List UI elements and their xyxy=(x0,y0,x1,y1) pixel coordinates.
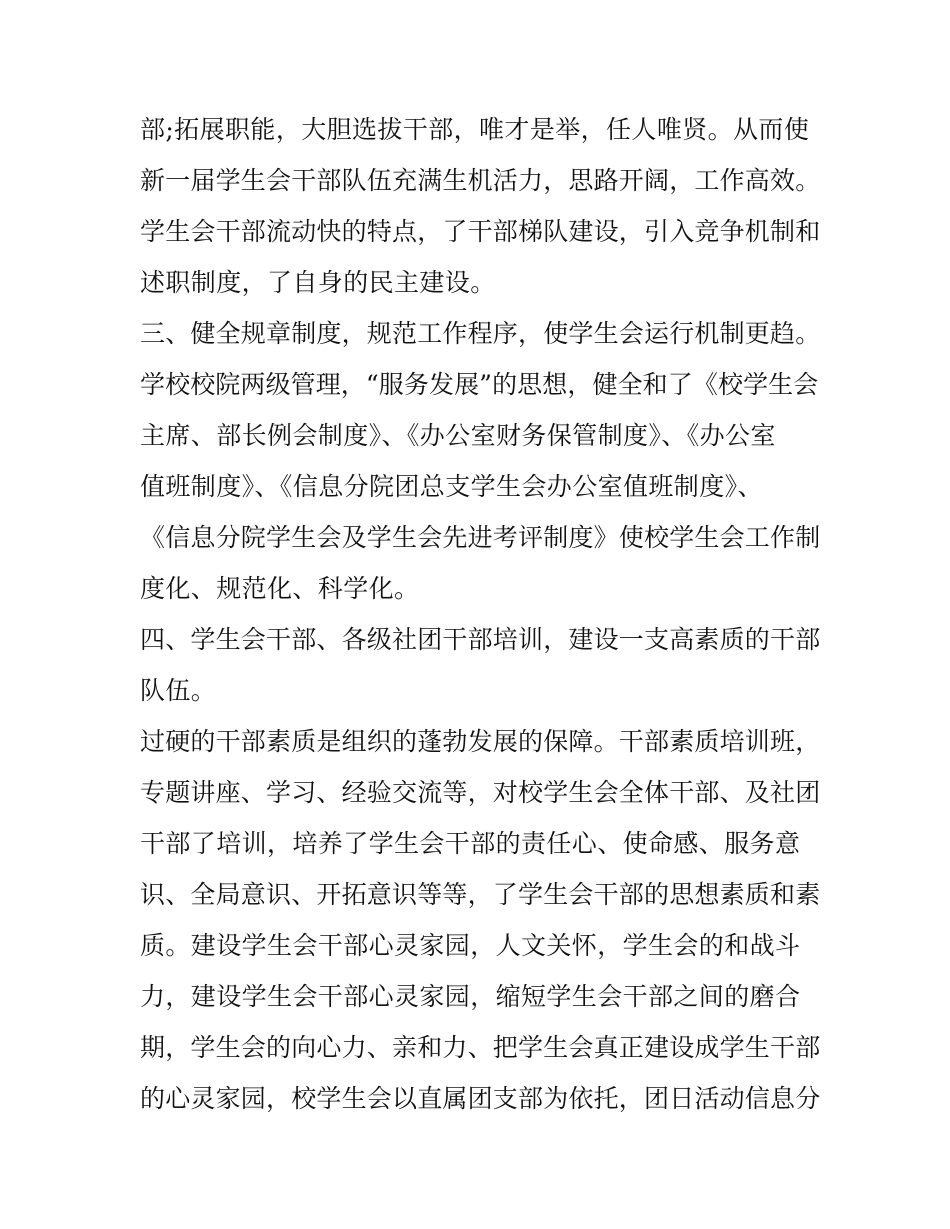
text-line: 干部了培训，培养了学生会干部的责任心、使命感、服务意 xyxy=(140,829,801,858)
text-line: 度化、规范化、科学化。 xyxy=(140,574,420,603)
text-line: 学校校院两级管理，“服务发展”的思想，健全和了《校学生会 xyxy=(140,370,819,399)
text-line: 力，建设学生会干部心灵家园，缩短学生会干部之间的磨合 xyxy=(140,982,801,1011)
text-line: 过硬的干部素质是组织的蓬勃发展的保障。干部素质培训班， xyxy=(140,727,821,756)
text-line: 的心灵家园，校学生会以直属团支部为依托，团日活动信息分 xyxy=(140,1084,821,1113)
text-line: 期，学生会的向心力、亲和力、把学生会真正建设成学生干部 xyxy=(140,1033,821,1062)
section-heading-three: 三、健全规章制度，规范工作程序，使学生会运行机制更趋。 xyxy=(140,319,821,348)
text-line: 部;拓展职能，大胆选拔干部，唯才是举，任人唯贤。从而使 xyxy=(140,115,810,144)
text-line: 队伍。 xyxy=(140,676,217,705)
text-line: 主席、部长例会制度》、《办公室财务保管制度》、《办公室 xyxy=(140,421,776,450)
text-line: 质。建设学生会干部心灵家园，人文关怀，学生会的和战斗 xyxy=(140,931,801,960)
text-line: 学生会干部流动快的特点，了干部梯队建设，引入竞争机制和 xyxy=(140,217,821,246)
text-line: 值班制度》、《信息分院团总支学生会办公室值班制度》、 xyxy=(140,472,763,501)
text-line: 识、全局意识、开拓意识等等，了学生会干部的思想素质和素 xyxy=(140,880,821,909)
text-line: 述职制度，了自身的民主建设。 xyxy=(140,268,496,297)
text-line: 《信息分院学生会及学生会先进考评制度》使校学生会工作制 xyxy=(140,523,821,552)
text-line: 新一届学生会干部队伍充满生机活力，思路开阔，工作高效。 xyxy=(140,166,821,195)
section-heading-four: 四、学生会干部、各级社团干部培训，建设一支高素质的干部 xyxy=(140,625,821,654)
text-line: 专题讲座、学习、经验交流等，对校学生会全体干部、及社团 xyxy=(140,778,821,807)
body-text xyxy=(140,104,820,1124)
